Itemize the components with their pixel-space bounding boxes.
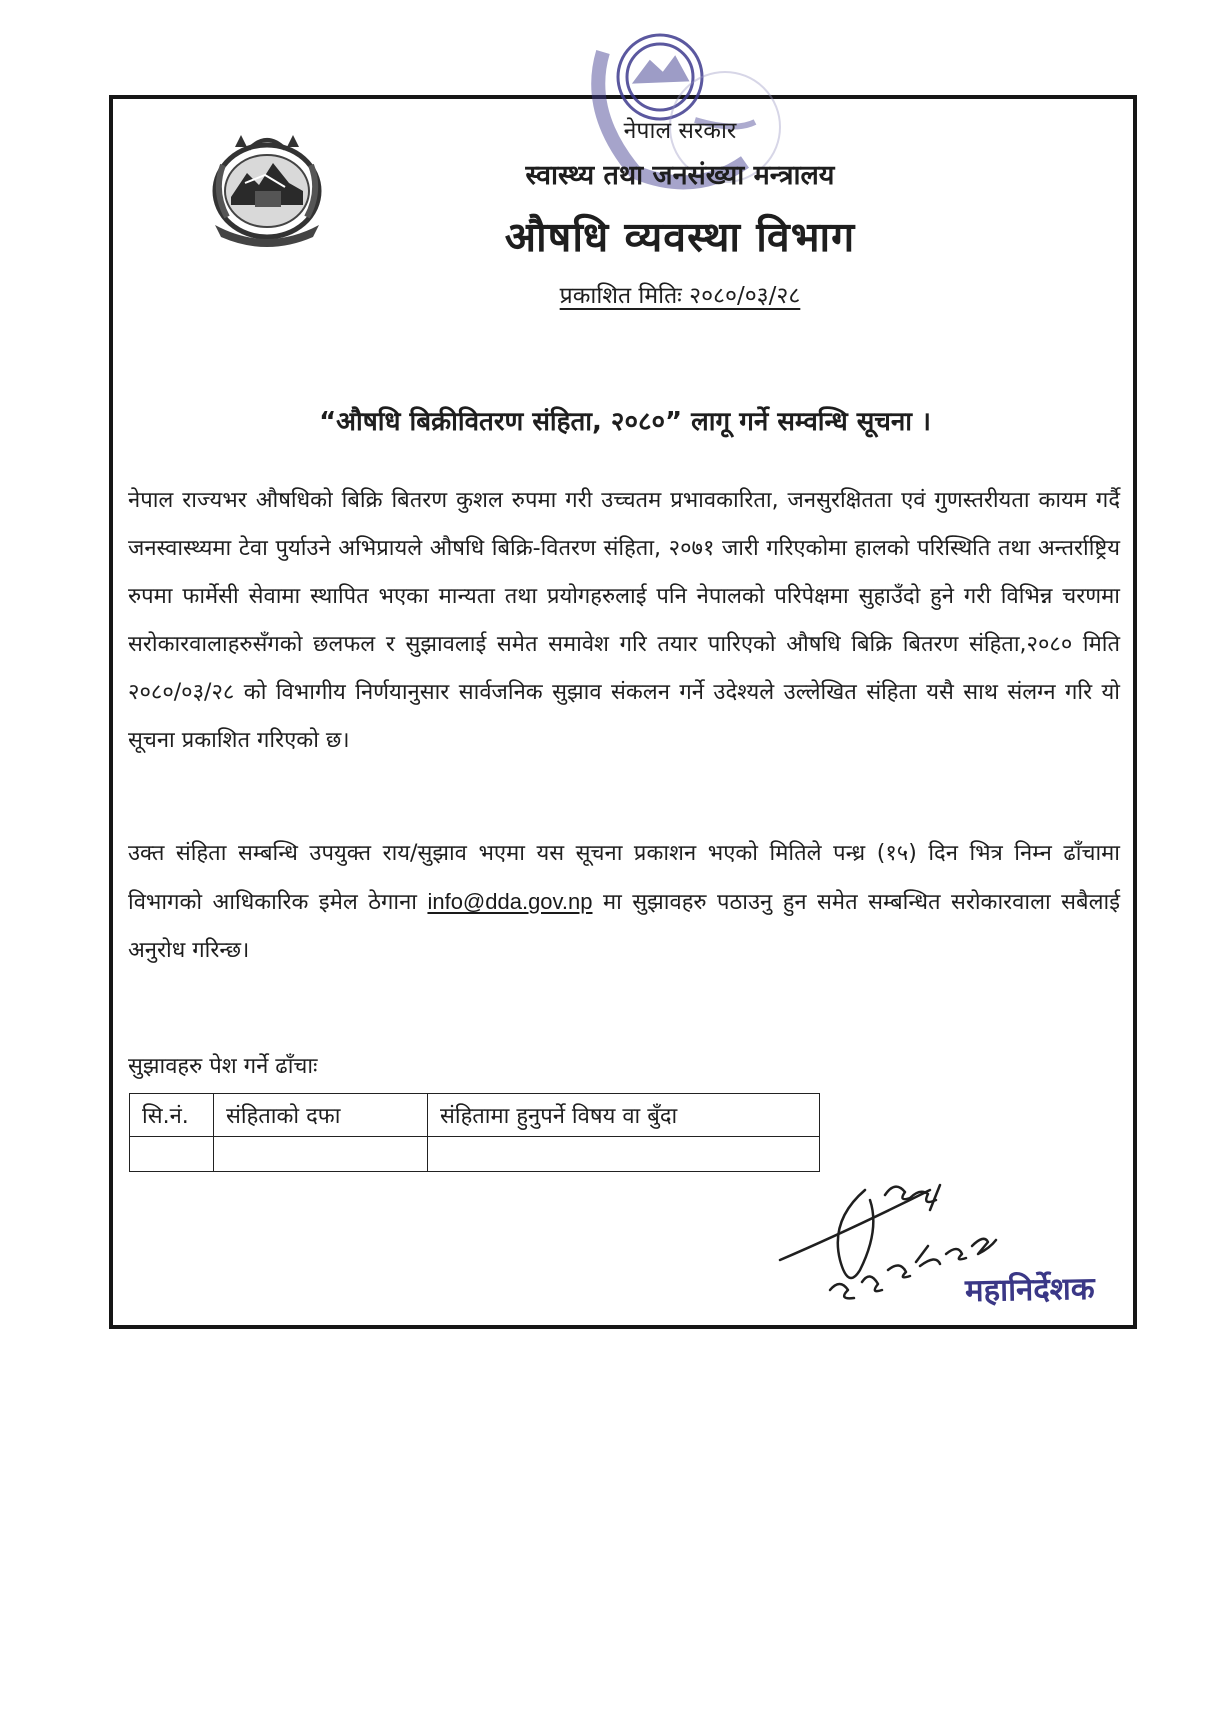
table-cell	[130, 1137, 214, 1172]
form-title: सुझावहरु पेश गर्ने ढाँचाः	[128, 1054, 318, 1079]
table-header-row	[130, 1094, 820, 1137]
column-header-subject: संहितामा हुनुपर्ने विषय वा बुँदा	[428, 1094, 820, 1137]
notice-subject: “औषधि बिक्रीवितरण संहिता, २०८०” लागू गर्ने सम्वन्धि सूचना ।	[319, 407, 931, 437]
table-cell	[214, 1137, 428, 1172]
column-header-serial: सि.नं.	[130, 1094, 214, 1137]
paragraph-2-text-b: मा सुझावहरु पठाउनु हुन समेत सम्बन्धित सरोकारवाला सबैलाई अनुरोध गरिन्छ।	[128, 890, 1120, 963]
department-name: औषधि व्यवस्था विभाग	[504, 213, 856, 261]
table-cell	[428, 1137, 820, 1172]
published-date: प्रकाशित मितिः २०८०/०३/२८	[559, 283, 801, 309]
notice-paragraph-1: नेपाल राज्यभर औषधिको बिक्रि बितरण कुशल रुपमा गरी उच्चतम प्रभावकारिता, जनसुरक्षितता एवं गुणस्तरीयता कायम गर्दै जनस्वास्थ्यमा टेवा पुर्याउने अभिप्रायले औषधि बिक्रि-वितरण संहिता, २०७१ जारी गरिएकोमा हालको परिस्थिति तथा अन्तर्राष्ट्रिय रुपमा फार्मेसी सेवामा स्थापित भएका मान्यता तथा प्रयोगहरुलाई पनि नेपालको परिपेक्षमा सुहाउँदो हुने गरी विभिन्न चरणमा सरोकारवालाहरुसँगको छलफल र सुझावलाई समेत समावेश गरि तयार पारिएको औषधि बिक्रि बितरण संहिता,२०८० मिति २०८०/०३/२८ को विभागीय निर्णयानुसार सार्वजनिक सुझाव संकलन गर्ने उदेश्यले उल्लेखित संहिता यसै साथ संलग्न गरि यो सूचना प्रकाशित गरिएको छ।	[128, 488, 1120, 753]
government-name: नेपाल सरकार	[623, 118, 737, 144]
ministry-name: स्वास्थ्य तथा जनसंख्या मन्त्रालय	[525, 160, 835, 191]
paragraph-2-text-a: उक्त संहिता सम्बन्धि उपयुक्त राय/सुझाव भएमा यस सूचना प्रकाशन भएको मितिले पन्ध्र (१५) दिन भित्र निम्न ढाँचामा विभागको आधिकारिक इमेल ठेगाना	[128, 841, 1120, 915]
notice-paragraph-2	[128, 830, 1120, 975]
email-link[interactable]: info@dda.gov.np	[427, 889, 593, 914]
suggestion-form-table	[129, 1093, 820, 1172]
designation-stamp: महानिर्देशक	[964, 1270, 1095, 1310]
column-header-clause: संहिताको दफा	[214, 1094, 428, 1137]
table-row	[130, 1137, 820, 1172]
